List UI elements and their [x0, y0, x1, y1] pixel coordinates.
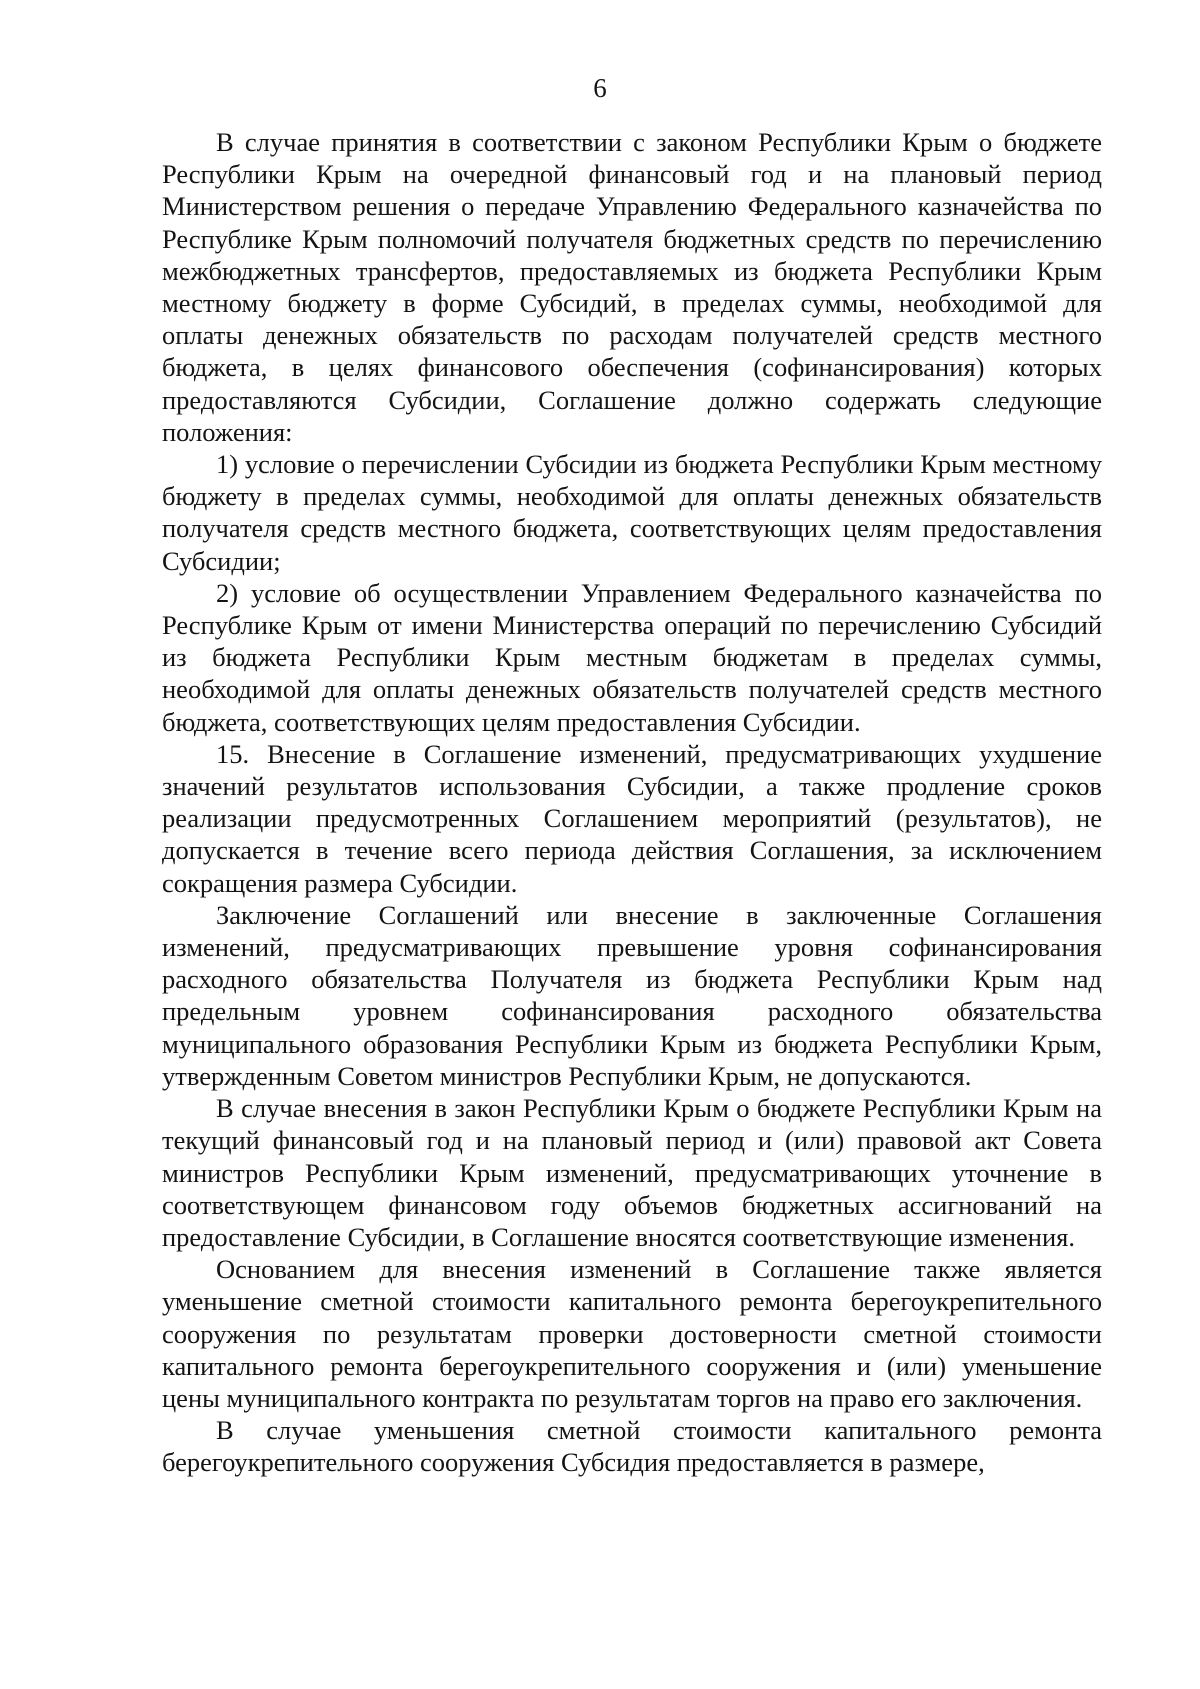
paragraph-cofinancing-limit: Заключение Соглашений или внесение в заключенные Соглашения изменений, предусматривающих превышение уровня софинансирования расходного обязательства Получателя из бюджета Республики Крым над предельным уровнем софинансирования расходного обязательства муниципального образования Республики Крым из бюджета Республики Крым, утвержденным Советом министров Республики Крым, не допускаются.	[162, 899, 1102, 1091]
paragraph-grounds-for-changes: Основанием для внесения изменений в Соглашение также является уменьшение сметной стоимости капитального ремонта берегоукрепительного сооружения по результатам проверки достоверности сметной стоимости капитального ремонта берегоукрепительного сооружения и (или) уменьшение цены муниципального контракта по результатам торгов на право его заключения.	[162, 1254, 1102, 1413]
paragraph-cost-reduction: В случае уменьшения сметной стоимости капитального ремонта берегоукрепительного сооружения Субсидия предоставляется в размере,	[162, 1415, 1102, 1478]
paragraph-condition-2: 2) условие об осуществлении Управлением Федерального казначейства по Республике Крым от имени Министерства операций по перечислению Субсидий из бюджета Республики Крым местным бюджетам в пределах суммы, необходимой для оплаты денежных обязательств получателей средств местного бюджета, соответствующих целям предоставления Субсидии.	[162, 577, 1102, 737]
document-body	[162, 126, 1102, 1479]
paragraph-clause-15: 15. Внесение в Соглашение изменений, предусматривающих ухудшение значений результатов использования Субсидии, а также продление сроков реализации предусмотренных Соглашением мероприятий (результатов), не допускается в течение всего периода действия Соглашения, за исключением сокращения размера Субсидии.	[162, 738, 1102, 898]
paragraph-subsidy-transfer-conditions: В случае принятия в соответствии с законом Республики Крым о бюджете Республики Крым на очередной финансовый год и на плановый период Министерством решения о передаче Управлению Федерального казначейства по Республике Крым полномочий получателя бюджетных средств по перечислению межбюджетных трансфертов, предоставляемых из бюджета Республики Крым местному бюджету в форме Субсидий, в пределах суммы, необходимой для оплаты денежных обязательств по расходам получателей средств местного бюджета, в целях финансового обеспечения (софинансирования) которых предоставляются Субсидии, Соглашение должно содержать следующие положения:	[162, 127, 1102, 447]
paragraph-budget-law-changes: В случае внесения в закон Республики Крым о бюджете Республики Крым на текущий финансовый год и на плановый период и (или) правовой акт Совета министров Республики Крым изменений, предусматривающих уточнение в соответствующем финансовом году объемов бюджетных ассигнований на предоставление Субсидии, в Соглашение вносятся соответствующие изменения.	[162, 1093, 1102, 1252]
paragraph-condition-1: 1) условие о перечислении Субсидии из бюджета Республики Крым местному бюджету в пределах суммы, необходимой для оплаты денежных обязательств получателя средств местного бюджета, соответствующих целям предоставления Субсидии;	[162, 449, 1102, 576]
page-number: 6	[593, 73, 607, 103]
